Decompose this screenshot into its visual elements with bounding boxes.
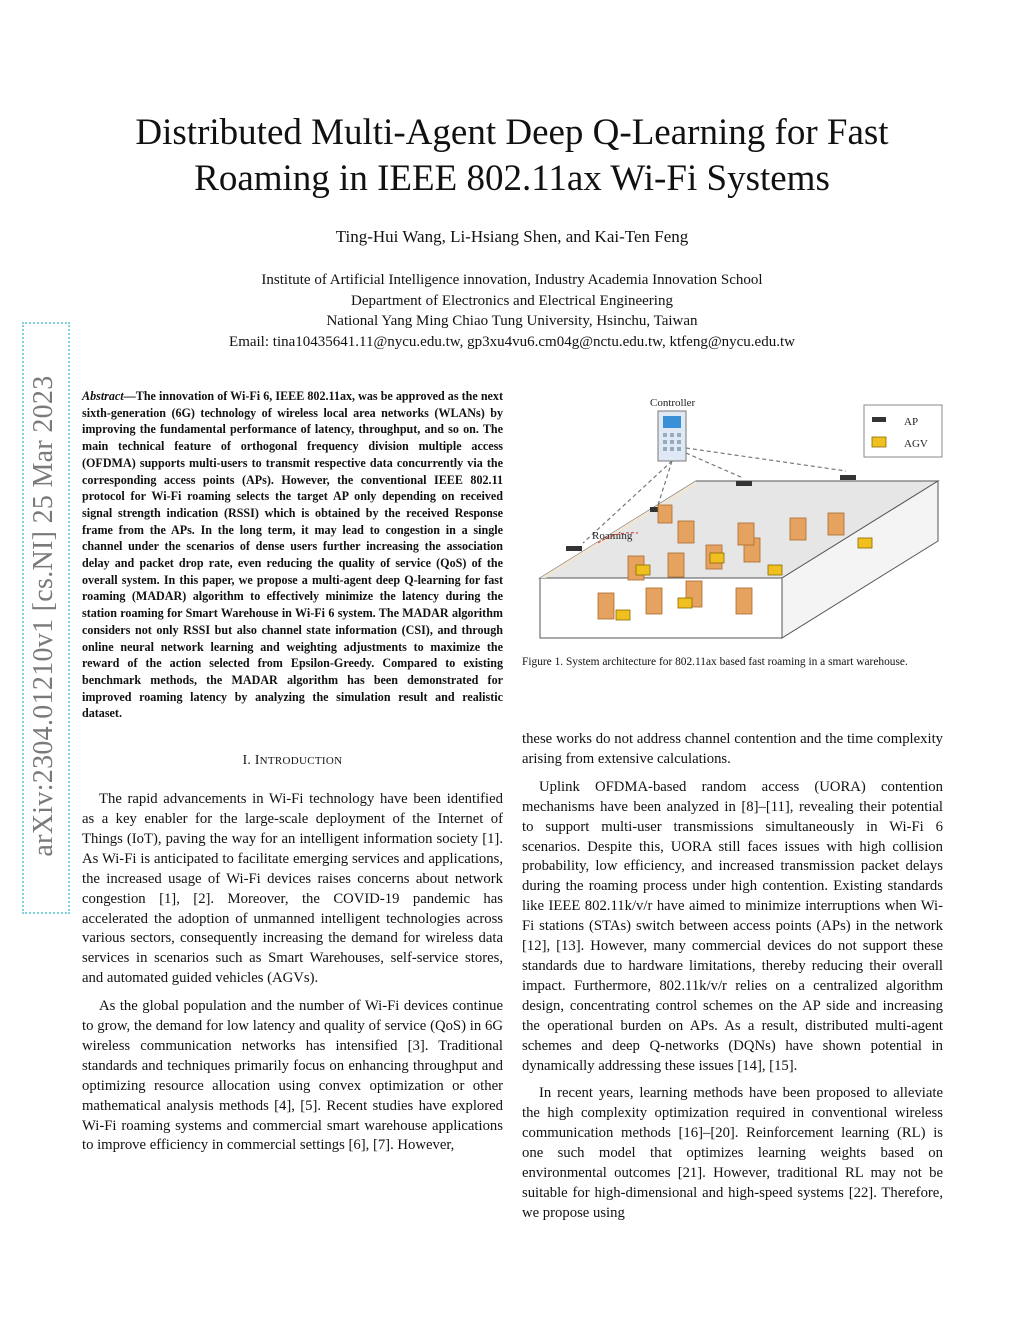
legend-box bbox=[864, 405, 942, 457]
authors: Ting-Hui Wang, Li-Hsiang Shen, and Kai-Ten Feng bbox=[335, 227, 689, 246]
ap-icon bbox=[840, 475, 856, 480]
email-line: Email: tina10435641.11@nycu.edu.tw, gp3xu4vu6.cm04g@nctu.edu.tw, ktfeng@nycu.edu.tw bbox=[229, 333, 795, 350]
affiliation-block bbox=[0, 270, 1024, 352]
controller-screen bbox=[663, 416, 681, 428]
shelf-icon bbox=[738, 523, 754, 545]
agv-icon bbox=[768, 565, 782, 575]
ap-icon bbox=[736, 481, 752, 486]
figure-1 bbox=[528, 393, 944, 643]
affiliation-line: Department of Electronics and Electrical Engineering bbox=[351, 292, 673, 309]
legend-agv-label: AGV bbox=[904, 438, 928, 450]
section-number: I. bbox=[242, 752, 252, 768]
shelf-icon bbox=[646, 588, 662, 614]
shelf-icon bbox=[678, 521, 694, 543]
right-paragraph-continuation: these works do not address channel contention and the time complexity arising from extensive calculations. bbox=[522, 731, 943, 767]
agv-icon bbox=[858, 538, 872, 548]
ap-icon bbox=[566, 546, 582, 551]
paper-title bbox=[60, 110, 964, 202]
left-column bbox=[82, 388, 503, 1164]
agv-icon bbox=[616, 610, 630, 620]
abstract bbox=[82, 388, 503, 722]
controller-label: Controller bbox=[650, 397, 696, 409]
intro-paragraph-2: As the global population and the number of Wi-Fi devices continue to grow, the demand for low latency and quality of service (QoS) in 6G wireless communication networks has intensified [3]. Traditional standards and techniques primarily focus on enhancing throughput and optimizing resource allocation using convex optimization or other mathematical analysis methods [4], [5]. Recent studies have explored Wi-Fi roaming systems and commercial smart warehouse applications to improve efficiency in commercial settings [6], [7]. However, bbox=[82, 998, 503, 1154]
roaming-label: Roaming bbox=[592, 530, 633, 542]
legend-ap-label: AP bbox=[904, 416, 919, 428]
title-line-1: Distributed Multi-Agent Deep Q-Learning for Fast bbox=[135, 112, 889, 153]
shelf-icon bbox=[658, 505, 672, 523]
agv-icon bbox=[710, 553, 724, 563]
legend-ap-icon bbox=[872, 417, 886, 422]
shelf-icon bbox=[598, 593, 614, 619]
shelf-icon bbox=[736, 588, 752, 614]
shelf-icon bbox=[790, 518, 806, 540]
section-title-rest: NTRODUCTION bbox=[259, 755, 343, 768]
section-first-letter: I bbox=[254, 752, 260, 768]
right-paragraph-uora: Uplink OFDMA-based random access (UORA) contention mechanisms have been analyzed in [8]–[11], revealing their potential to support multi-user transmissions simultaneously in Wi-Fi 6 scenarios. Despite this, UORA still faces issues with high collision probability, low efficiency, and increased transmission packet delays during the roaming process under high contention. Existing standards like IEEE 802.11k/v/r have aimed to minimize interruptions when Wi-Fi stations (STAs) switch between access points (APs) in the network [12], [13]. However, many commercial devices do not support these standards due to hardware limitations, thereby reducing their overall impact. Furthermore, 802.11k/v/r relies on a centralized algorithm design, concentrating control schemes on the AP side and increasing the operational burden on APs. As a result, distributed multi-agent schemes and deep Q-networks (DQNs) have shown potential in dynamically addressing these issues [14], [15]. bbox=[522, 778, 943, 1074]
figure-caption: Figure 1. System architecture for 802.11ax based fast roaming in a smart warehouse. bbox=[522, 656, 908, 668]
legend-agv-icon bbox=[872, 437, 886, 447]
right-column bbox=[522, 730, 943, 1232]
right-paragraph-learning: In recent years, learning methods have been proposed to alleviate the high complexity optimization required in conventional wireless communication methods [16]–[20]. Reinforcement learning (RL) is one such model that optimizes learning weights based on environmental outcomes [21]. However, traditional RL may not be suitable for high-dimensional and high-speed systems [22]. Therefore, we propose using bbox=[522, 1085, 943, 1221]
arxiv-identifier[interactable]: arXiv:2304.01210v1 [cs.NI] 25 Mar 2023 bbox=[28, 375, 59, 857]
intro-paragraph-1: The rapid advancements in Wi-Fi technology have been identified as a key enabler for the large-scale deployment of the Internet of Things (IoT), paving the way for an intelligent information society [1]. As Wi-Fi is anticipated to facilitate emerging services and applications, the increased usage of Wi-Fi devices raises concerns about network congestion [1], [2]. Moreover, the COVID-19 pandemic has accelerated the adoption of unmanned intelligent technologies across various sectors, consequently increasing the demand for wireless data services in scenarios such as Smart Warehouses, self-service stores, and automated guided vehicles (AGVs). bbox=[82, 791, 503, 987]
abstract-text: —The innovation of Wi-Fi 6, IEEE 802.11ax, was be approved as the next sixth-generation (6G) technology of wireless local area networks (WLANs) by improving the fundamental performance of latency, throughput, and so on. The main technical feature of orthogonal frequency division multiple access (OFDMA) supports multi-users to transmit respective data concurrently via the corresponding access points (APs). However, the conventional IEEE 802.11 protocol for Wi-Fi roaming selects the target AP only depending on received signal strength indication (RSSI) which is obtained by the received Response frame from the APs. In the long term, it may lead to congestion in a single channel under the scenarios of dense users further increasing the association delay and packet drop rate, even reducing the quality of service (QoS) of the overall system. In this paper, we propose a multi-agent deep Q-learning for fast roaming (MADAR) algorithm to effectively minimize the latency during the station roaming for Smart Warehouse in Wi-Fi 6 system. The MADAR algorithm considers not only RSSI but also channel state information (CSI), and through online neural network learning and weighting adjustments to maximize the reward of the action selected from Epsilon-Greedy. Compared to existing benchmark methods, the MADAR algorithm has been demonstrated for improved roaming latency by analyzing the simulation result and realistic dataset. bbox=[82, 389, 503, 721]
agv-icon bbox=[678, 598, 692, 608]
section-heading-introduction bbox=[82, 752, 503, 768]
system-architecture-diagram bbox=[528, 393, 944, 643]
shelf-icon bbox=[828, 513, 844, 535]
title-line-2: Roaming in IEEE 802.11ax Wi-Fi Systems bbox=[194, 158, 830, 199]
affiliation-line: Institute of Artificial Intelligence innovation, Industry Academia Innovation School bbox=[261, 272, 763, 288]
agv-icon bbox=[636, 565, 650, 575]
shelf-icon bbox=[668, 553, 684, 577]
affiliation-line: National Yang Ming Chiao Tung University, Hsinchu, Taiwan bbox=[326, 313, 698, 329]
controller-keypad bbox=[663, 433, 681, 451]
abstract-label: Abstract bbox=[82, 389, 124, 403]
